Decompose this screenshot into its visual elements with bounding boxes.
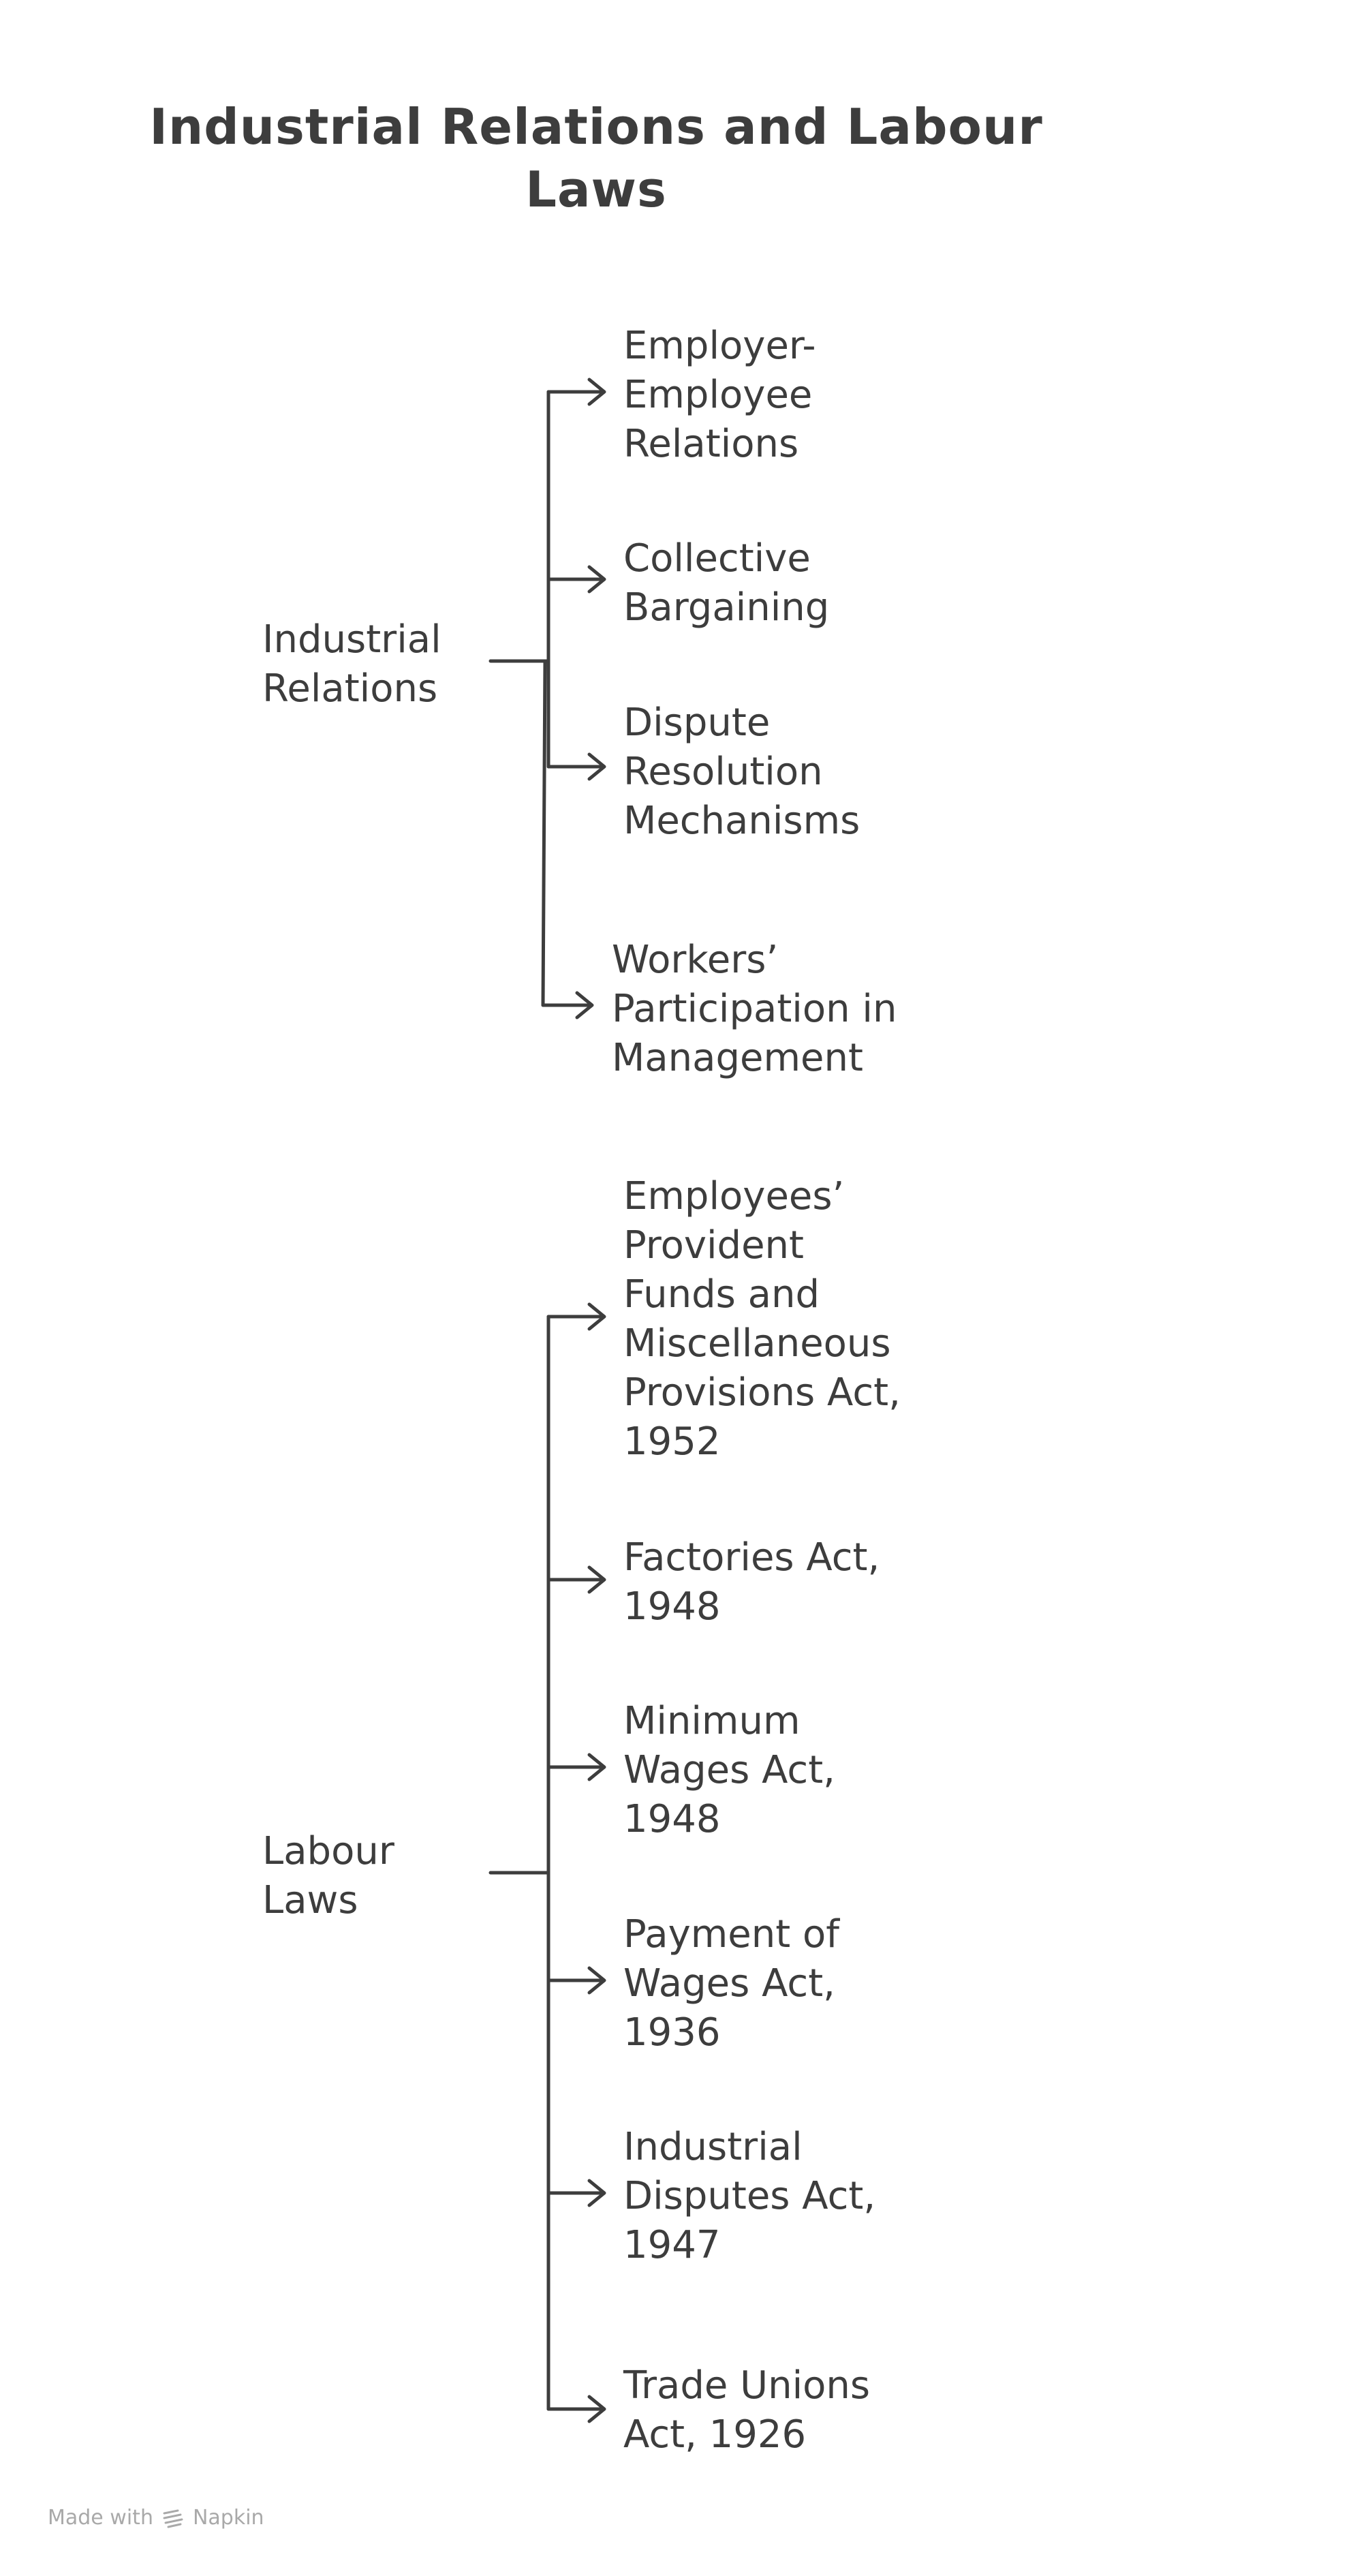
- spine-industrial-relations-lower: [543, 661, 545, 1005]
- leaf-industrial-disputes-act-1947: Industrial Disputes Act, 1947: [623, 2125, 876, 2267]
- leaf-factories-act-1948: Factories Act, 1948: [623, 1535, 880, 1629]
- napkin-logo-icon: [161, 2508, 185, 2528]
- leaf-payment-of-wages-act-1936: Payment of Wages Act, 1936: [623, 1912, 839, 2055]
- branch-labour-laws-connectors: [491, 1304, 604, 2421]
- leaf-dispute-resolution-mechanisms: Dispute Resolution Mechanisms: [623, 701, 860, 843]
- leaf-epf-act-1952: Employees’ Provident Funds and Miscellaneous Provisions Act, 1952: [623, 1174, 901, 1464]
- arrow-collective-bargaining: [548, 567, 604, 592]
- arrow-factories-act: [548, 1567, 604, 1592]
- node-industrial-relations: Industrial Relations: [262, 617, 441, 711]
- diagram-title: Industrial Relations and Labour Laws: [149, 98, 1043, 218]
- branch-industrial-relations-connectors: [491, 380, 604, 1017]
- arrow-minimum-wages-act: [548, 1755, 604, 1779]
- arrow-dispute-resolution: [548, 754, 604, 779]
- arrow-industrial-disputes-act: [548, 2181, 604, 2205]
- napkin-watermark: [48, 2506, 264, 2530]
- made-with-text: Made with: [48, 2506, 153, 2530]
- leaf-minimum-wages-act-1948: Minimum Wages Act, 1948: [623, 1699, 835, 1841]
- napkin-brand-text: Napkin: [192, 2506, 264, 2530]
- arrow-employer-employee: [548, 380, 604, 404]
- arrow-workers-participation: [543, 993, 592, 1017]
- leaf-workers-participation: Workers’ Participation in Management: [612, 938, 897, 1080]
- leaf-collective-bargaining: Collective Bargaining: [623, 536, 830, 630]
- arrow-payment-wages-act: [548, 1968, 604, 1993]
- leaf-trade-unions-act-1926: Trade Unions Act, 1926: [623, 2363, 871, 2457]
- arrow-epf-act: [548, 1304, 604, 1329]
- arrow-trade-unions-act: [548, 2397, 604, 2421]
- leaf-employer-employee-relations: Employer- Employee Relations: [623, 324, 816, 466]
- node-labour-laws: Labour Laws: [262, 1829, 394, 1922]
